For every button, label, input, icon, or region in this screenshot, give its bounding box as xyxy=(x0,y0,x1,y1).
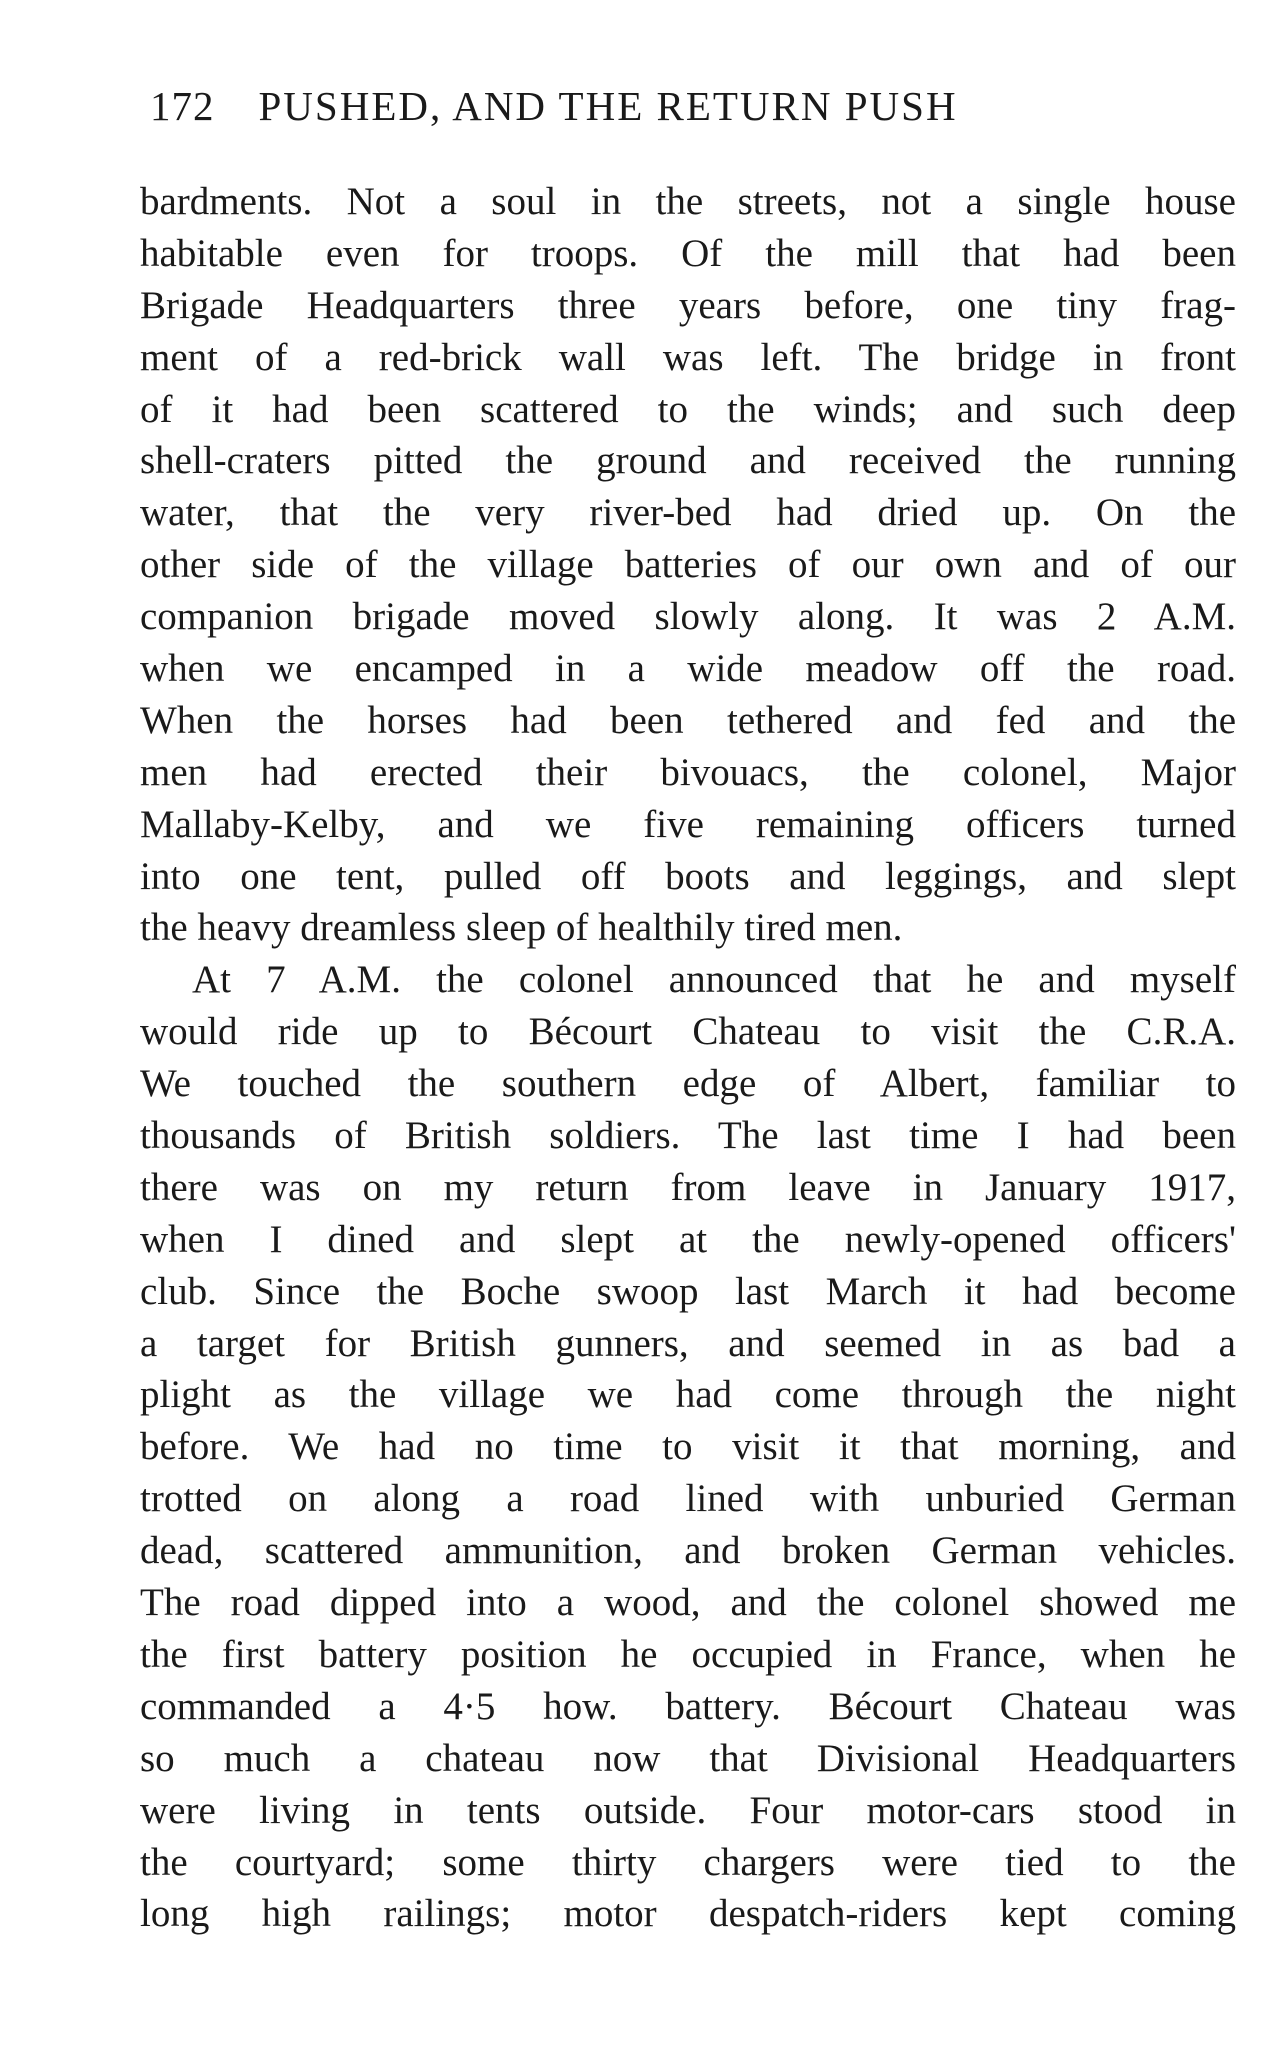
body-text xyxy=(140,176,1236,1940)
text-line: The road dipped into a wood, and the colonel showed me xyxy=(140,1581,1236,1625)
text-line: bardments. Not a soul in the streets, not a single house xyxy=(140,180,1236,223)
text-line: We touched the southern edge of Albert, familiar to xyxy=(140,1062,1236,1106)
page-number: 172 xyxy=(150,83,215,129)
text-line: thousands of British soldiers. The last time I had been xyxy=(140,1114,1236,1158)
text-line: of it had been scattered to the winds; and such deep xyxy=(140,387,1236,431)
text-line: club. Since the Boche swoop last March it had become xyxy=(140,1269,1236,1313)
text-line: long high railings; motor despatch-riders kept coming xyxy=(140,1892,1236,1936)
text-line: habitable even for troops. Of the mill that had been xyxy=(140,231,1236,275)
page-header xyxy=(150,78,1150,134)
text-line: other side of the village batteries of our own and of our xyxy=(140,543,1236,587)
text-line: commanded a 4·5 how. battery. Bécourt Chateau was xyxy=(140,1684,1236,1728)
text-line: Brigade Headquarters three years before, one tiny frag- xyxy=(140,283,1236,327)
text-line: When the horses had been tethered and fed and the xyxy=(140,698,1236,742)
text-line: ment of a red-brick wall was left. The bridge in front xyxy=(140,335,1236,379)
text-line: the first battery position he occupied in France, when he xyxy=(140,1632,1236,1676)
text-line: the courtyard; some thirty chargers were tied to the xyxy=(140,1840,1236,1884)
text-line: companion brigade moved slowly along. It was 2 A.M. xyxy=(140,595,1236,639)
text-line: men had erected their bivouacs, the colonel, Major xyxy=(140,750,1236,794)
text-line: Mallaby-Kelby, and we five remaining officers turned xyxy=(140,802,1236,846)
running-title: PUSHED, AND THE RETURN PUSH xyxy=(258,83,958,129)
text-line: into one tent, pulled off boots and leggings, and slept xyxy=(140,854,1236,898)
text-line: plight as the village we had come through the night xyxy=(140,1373,1236,1417)
text-line: so much a chateau now that Divisional Headquarters xyxy=(140,1736,1236,1780)
text-line: trotted on along a road lined with unburied German xyxy=(140,1477,1236,1521)
text-line: the heavy dreamless sleep of healthily tired men. xyxy=(140,906,903,950)
text-line: At 7 A.M. the colonel announced that he and myself xyxy=(192,958,1236,1002)
text-line: shell-craters pitted the ground and received the running xyxy=(140,439,1236,483)
text-line: water, that the very river-bed had dried up. On the xyxy=(140,491,1236,535)
text-line: there was on my return from leave in January 1917, xyxy=(140,1165,1236,1209)
text-line: dead, scattered ammunition, and broken German vehicles. xyxy=(140,1529,1236,1573)
text-line: when we encamped in a wide meadow off the road. xyxy=(140,647,1236,691)
text-line: would ride up to Bécourt Chateau to visit the C.R.A. xyxy=(140,1010,1236,1054)
text-line: were living in tents outside. Four motor-cars stood in xyxy=(140,1788,1236,1832)
text-line: a target for British gunners, and seemed in as bad a xyxy=(140,1321,1236,1365)
text-line: when I dined and slept at the newly-opened officers' xyxy=(140,1217,1236,1261)
text-line: before. We had no time to visit it that morning, and xyxy=(140,1425,1236,1469)
